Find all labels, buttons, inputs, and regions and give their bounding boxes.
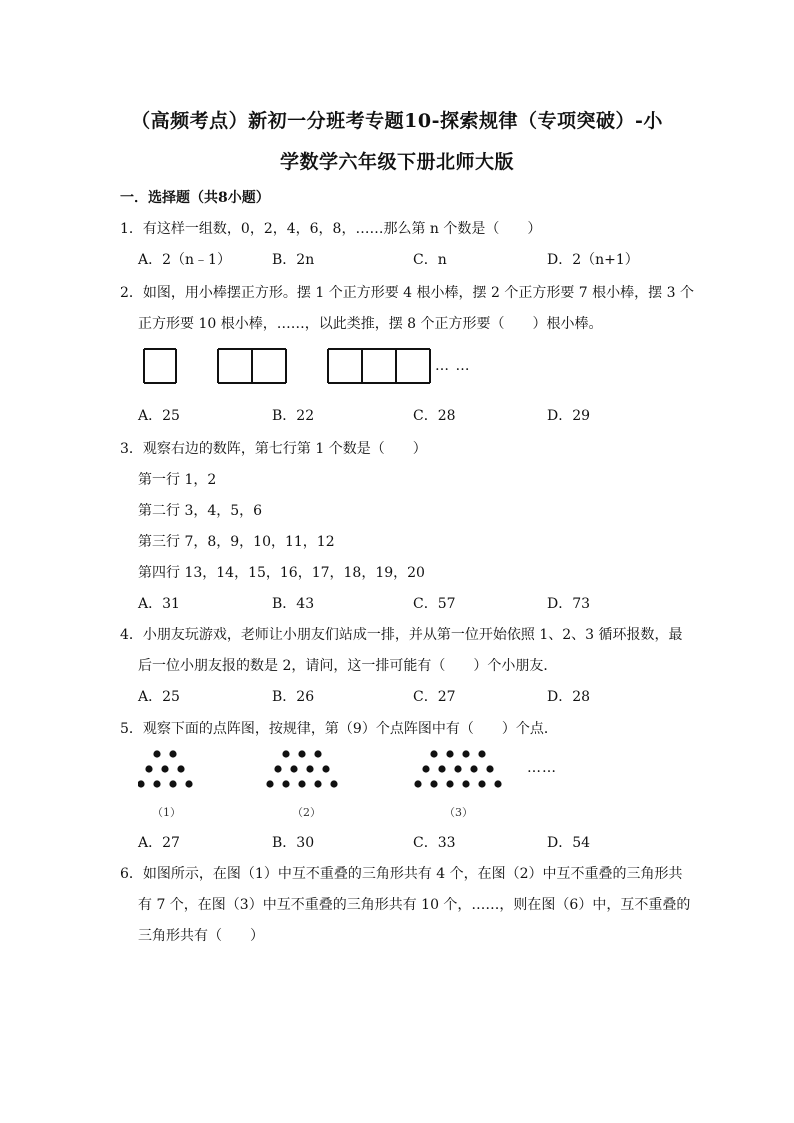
question-2-stem-line-1: 2．如图，用小棒摆正方形。摆 1 个正方形要 4 根小棒，摆 2 个正方形要 7 根小棒，摆 3 个 xyxy=(120,285,694,301)
question-1-option-c: C．n xyxy=(413,252,447,268)
dot-pattern-2 xyxy=(266,750,337,787)
dot-pattern-caption-1: （1） xyxy=(152,806,181,819)
one-square-figure xyxy=(144,349,176,383)
question-1-option-d: D．2（n+1） xyxy=(547,252,639,268)
question-2-stem-line-2: 正方形要 10 根小棒，……，以此类推，摆 8 个正方形要（ ）根小棒。 xyxy=(138,316,603,332)
question-3-option-a: A．31 xyxy=(138,596,180,612)
question-3-option-c: C．57 xyxy=(413,596,456,612)
question-4-option-a: A．25 xyxy=(138,689,180,705)
question-5-option-c: C．33 xyxy=(413,835,456,851)
document-title-line-1: （高频考点）新初一分班考专题10-探索规律（专项突破）-小 xyxy=(131,110,663,132)
question-5-stem: 5．观察下面的点阵图，按规律，第（9）个点阵图中有（ ）个点． xyxy=(120,721,558,737)
dot-pattern-1 xyxy=(138,750,193,787)
section-heading: 一．选择题（共8小题） xyxy=(120,190,270,206)
question-2-option-a: A．25 xyxy=(138,408,180,424)
question-2-option-c: C．28 xyxy=(413,408,456,424)
question-2-option-b: B．22 xyxy=(272,408,315,424)
document-title-line-2: 学数学六年级下册北师大版 xyxy=(279,151,514,173)
number-array-row-4: 第四行 13，14，15，16，17，18，19，20 xyxy=(138,565,425,581)
dot-pattern-caption-3: （3） xyxy=(444,806,473,819)
question-6-stem-line-2: 有 7 个，在图（3）中互不重叠的三角形共有 10 个，……，则在图（6）中，互不重叠的 xyxy=(138,897,691,913)
number-array-row-1: 第一行 1，2 xyxy=(138,472,217,488)
number-array-row-2: 第二行 3，4，5，6 xyxy=(138,503,263,519)
question-6-stem-line-1: 6．如图所示，在图（1）中互不重叠的三角形共有 4 个，在图（2）中互不重叠的三角形共 xyxy=(120,866,683,882)
matchstick-continuation-dots: … … xyxy=(435,358,471,374)
question-5-option-d: D．54 xyxy=(547,835,591,851)
question-5-option-b: B．30 xyxy=(272,835,315,851)
two-squares-figure xyxy=(218,349,286,383)
question-4-stem-line-2: 后一位小朋友报的数是 2，请问，这一排可能有（ ）个小朋友． xyxy=(138,658,558,674)
number-array-row-3: 第三行 7，8，9，10，11，12 xyxy=(138,534,335,550)
question-5-option-a: A．27 xyxy=(138,835,180,851)
matchstick-squares-figure xyxy=(138,344,471,388)
three-squares-figure xyxy=(328,349,430,383)
question-4-option-d: D．28 xyxy=(547,689,591,705)
question-4-option-c: C．27 xyxy=(413,689,456,705)
question-2-option-d: D．29 xyxy=(547,408,591,424)
question-6-stem-line-3: 三角形共有（ ） xyxy=(138,928,264,944)
dot-pattern-figure xyxy=(138,746,518,794)
question-1-option-b: B．2n xyxy=(272,252,315,268)
dot-pattern-continuation: …… xyxy=(527,760,557,776)
question-1-option-a: A．2（n﹣1） xyxy=(138,252,231,268)
question-1-stem: 1．有这样一组数，0，2，4，6，8，……那么第 n 个数是（ ） xyxy=(120,221,542,237)
dot-pattern-3 xyxy=(414,750,501,787)
question-3-stem: 3．观察右边的数阵，第七行第 1 个数是（ ） xyxy=(120,441,427,457)
dot-pattern-caption-2: （2） xyxy=(292,806,321,819)
question-4-stem-line-1: 4．小朋友玩游戏，老师让小朋友们站成一排，并从第一位开始依照 1、2、3 循环报数，最 xyxy=(120,627,683,643)
question-4-option-b: B．26 xyxy=(272,689,315,705)
question-3-option-d: D．73 xyxy=(547,596,591,612)
question-3-option-b: B．43 xyxy=(272,596,315,612)
